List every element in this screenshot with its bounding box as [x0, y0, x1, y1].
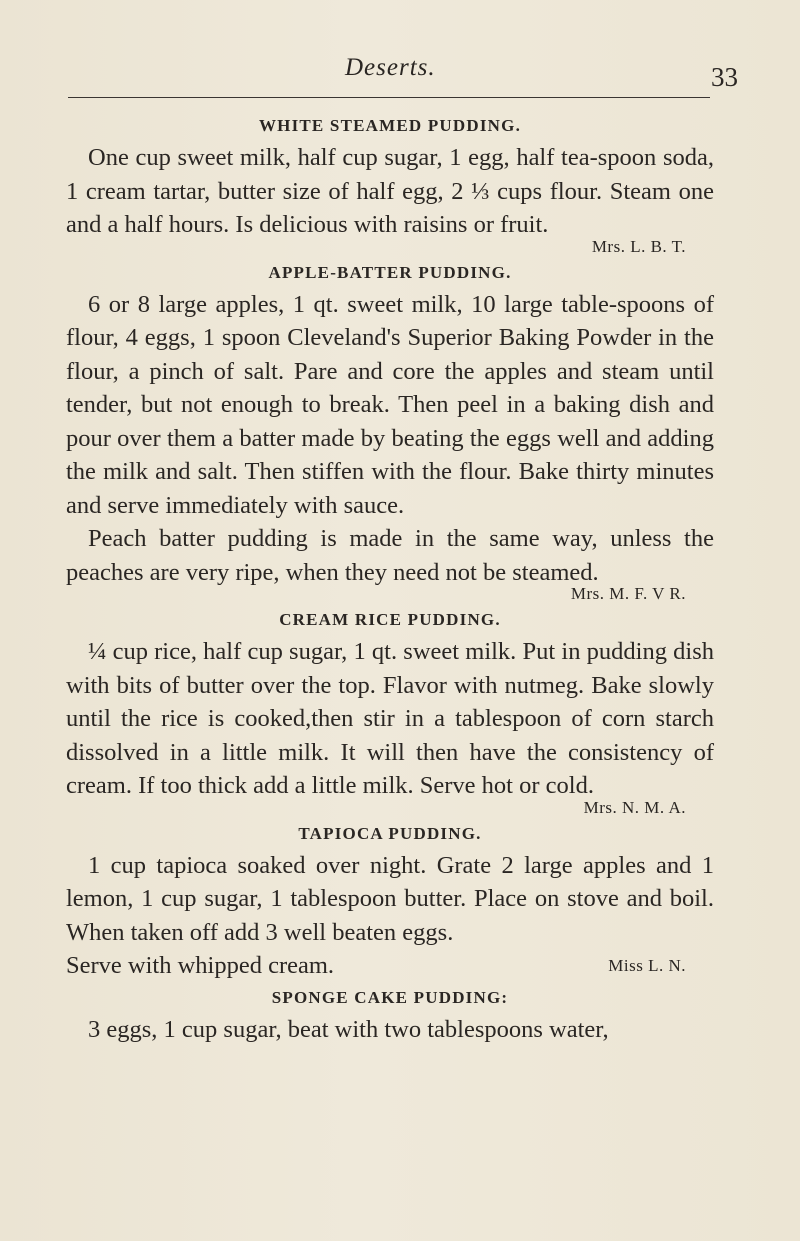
page-number: 33: [711, 62, 738, 92]
recipe-closing-text: Serve with whipped cream.: [66, 952, 335, 979]
recipe-attribution: Mrs. N. M. A.: [583, 797, 686, 817]
recipe-paragraph: Peach batter pudding is made in the same way, unless the peaches are very ripe, when they need not be steamed.: [66, 525, 714, 586]
running-head: [0, 50, 800, 90]
recipe-title: APPLE-BATTER PUDDING.: [268, 262, 512, 282]
recipe-paragraph: One cup sweet milk, half cup sugar, 1 egg, half tea-spoon soda, 1 cream tartar, butter size of half egg, 2 ⅓ cups flour. Steam one and a half hours. Is delicious with raisins or fruit.: [66, 144, 714, 238]
recipe-paragraph: ¼ cup rice, half cup sugar, 1 qt. sweet milk. Put in pudding dish with bits of butter over the top. Flavor with nutmeg. Bake slowly until the rice is cooked,then stir in a tablespoon of corn starch dissolved in a little milk. It will then have the consistency of cream. If too thick add a little milk. Serve hot or cold.: [66, 638, 714, 799]
recipe-attribution: Mrs. M. F. V R.: [570, 584, 686, 603]
recipe-title: TAPIOCA PUDDING.: [298, 823, 482, 843]
header-rule: [68, 97, 710, 98]
recipe-paragraph: 3 eggs, 1 cup sugar, beat with two tablespoons water,: [88, 1015, 609, 1043]
running-title: Deserts.: [345, 54, 436, 81]
page-content: [66, 111, 714, 1046]
recipe-paragraph: 6 or 8 large apples, 1 qt. sweet milk, 10 large table-spoons of flour, 4 eggs, 1 spoon Cleveland's Superior Baking Powder in the flour, a pinch of salt. Pare and core the apples and steam until tender, but not enough to break. Then peel in a baking dish and pour over them a batter made by beating the eggs well and adding the milk and salt. Then stiffen with the flour. Bake thirty minutes and serve immediately with sauce.: [66, 290, 714, 519]
recipe-attribution: Miss L. N.: [608, 956, 686, 975]
recipe-paragraph: 1 cup tapioca soaked over night. Grate 2 large apples and 1 lemon, 1 cup sugar, 1 tablespoon butter. Place on stove and boil. When taken off add 3 well beaten eggs.: [66, 851, 714, 946]
recipe-closing-line: [66, 949, 714, 983]
recipe-attribution: Mrs. L. B. T.: [591, 236, 686, 256]
recipe-title: WHITE STEAMED PUDDING.: [258, 116, 522, 135]
recipe-title: SPONGE CAKE PUDDING:: [271, 987, 509, 1007]
recipe-title: CREAM RICE PUDDING.: [279, 610, 501, 629]
